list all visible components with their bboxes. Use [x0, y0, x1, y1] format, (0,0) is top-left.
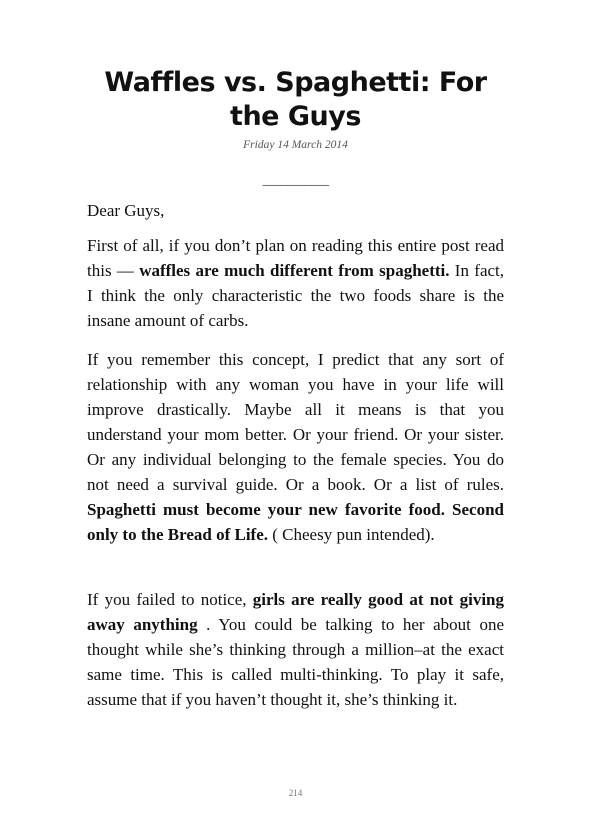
paragraph-3-text: If you failed to notice,	[87, 590, 253, 609]
paragraph-3	[87, 587, 504, 712]
paragraph-1-bold: waffles are much different from spaghetti.	[139, 261, 450, 280]
paragraph-2	[87, 347, 504, 547]
page-number: 214	[288, 788, 303, 798]
paragraph-3-text-end: . You could be talking to her about one thought while she’s thinking through a million–at the exact same time. This is called multi-thinking. To play it safe, assume that if you haven’t thought it, she’s thinking it.	[87, 615, 504, 709]
paragraph-2-text-end: ( Cheesy pun intended).	[268, 525, 435, 544]
paragraph-1-text: First of all, if you don’t plan on reading this entire post read this —	[87, 236, 504, 280]
paragraph-2-bold: Spaghetti must become your new favorite food. Second only to the Bread of Life.	[87, 500, 504, 544]
paragraph-1-text-end: In fact, I think the only characteristic the two foods share is the insane amount of carbs.	[87, 261, 505, 330]
article-title: Waffles vs. Spaghetti: For the Guys	[104, 67, 487, 132]
salutation: Dear Guys,	[87, 201, 165, 220]
article-date: Friday 14 March 2014	[243, 139, 348, 151]
paragraph-3-bold: girls are really good at not giving away anything	[87, 590, 504, 634]
paragraph-1	[87, 233, 504, 333]
separator-rule: ___________	[262, 172, 329, 187]
paragraph-2-text: If you remember this concept, I predict that any sort of relationship with any woman you have in your life will improve drastically. Maybe all it means is that you understand your mom better. Or your friend. Or your sister. Or any individual belonging to the female species. You do not need a survival guide. Or a book. Or a list of rules.	[87, 350, 504, 494]
